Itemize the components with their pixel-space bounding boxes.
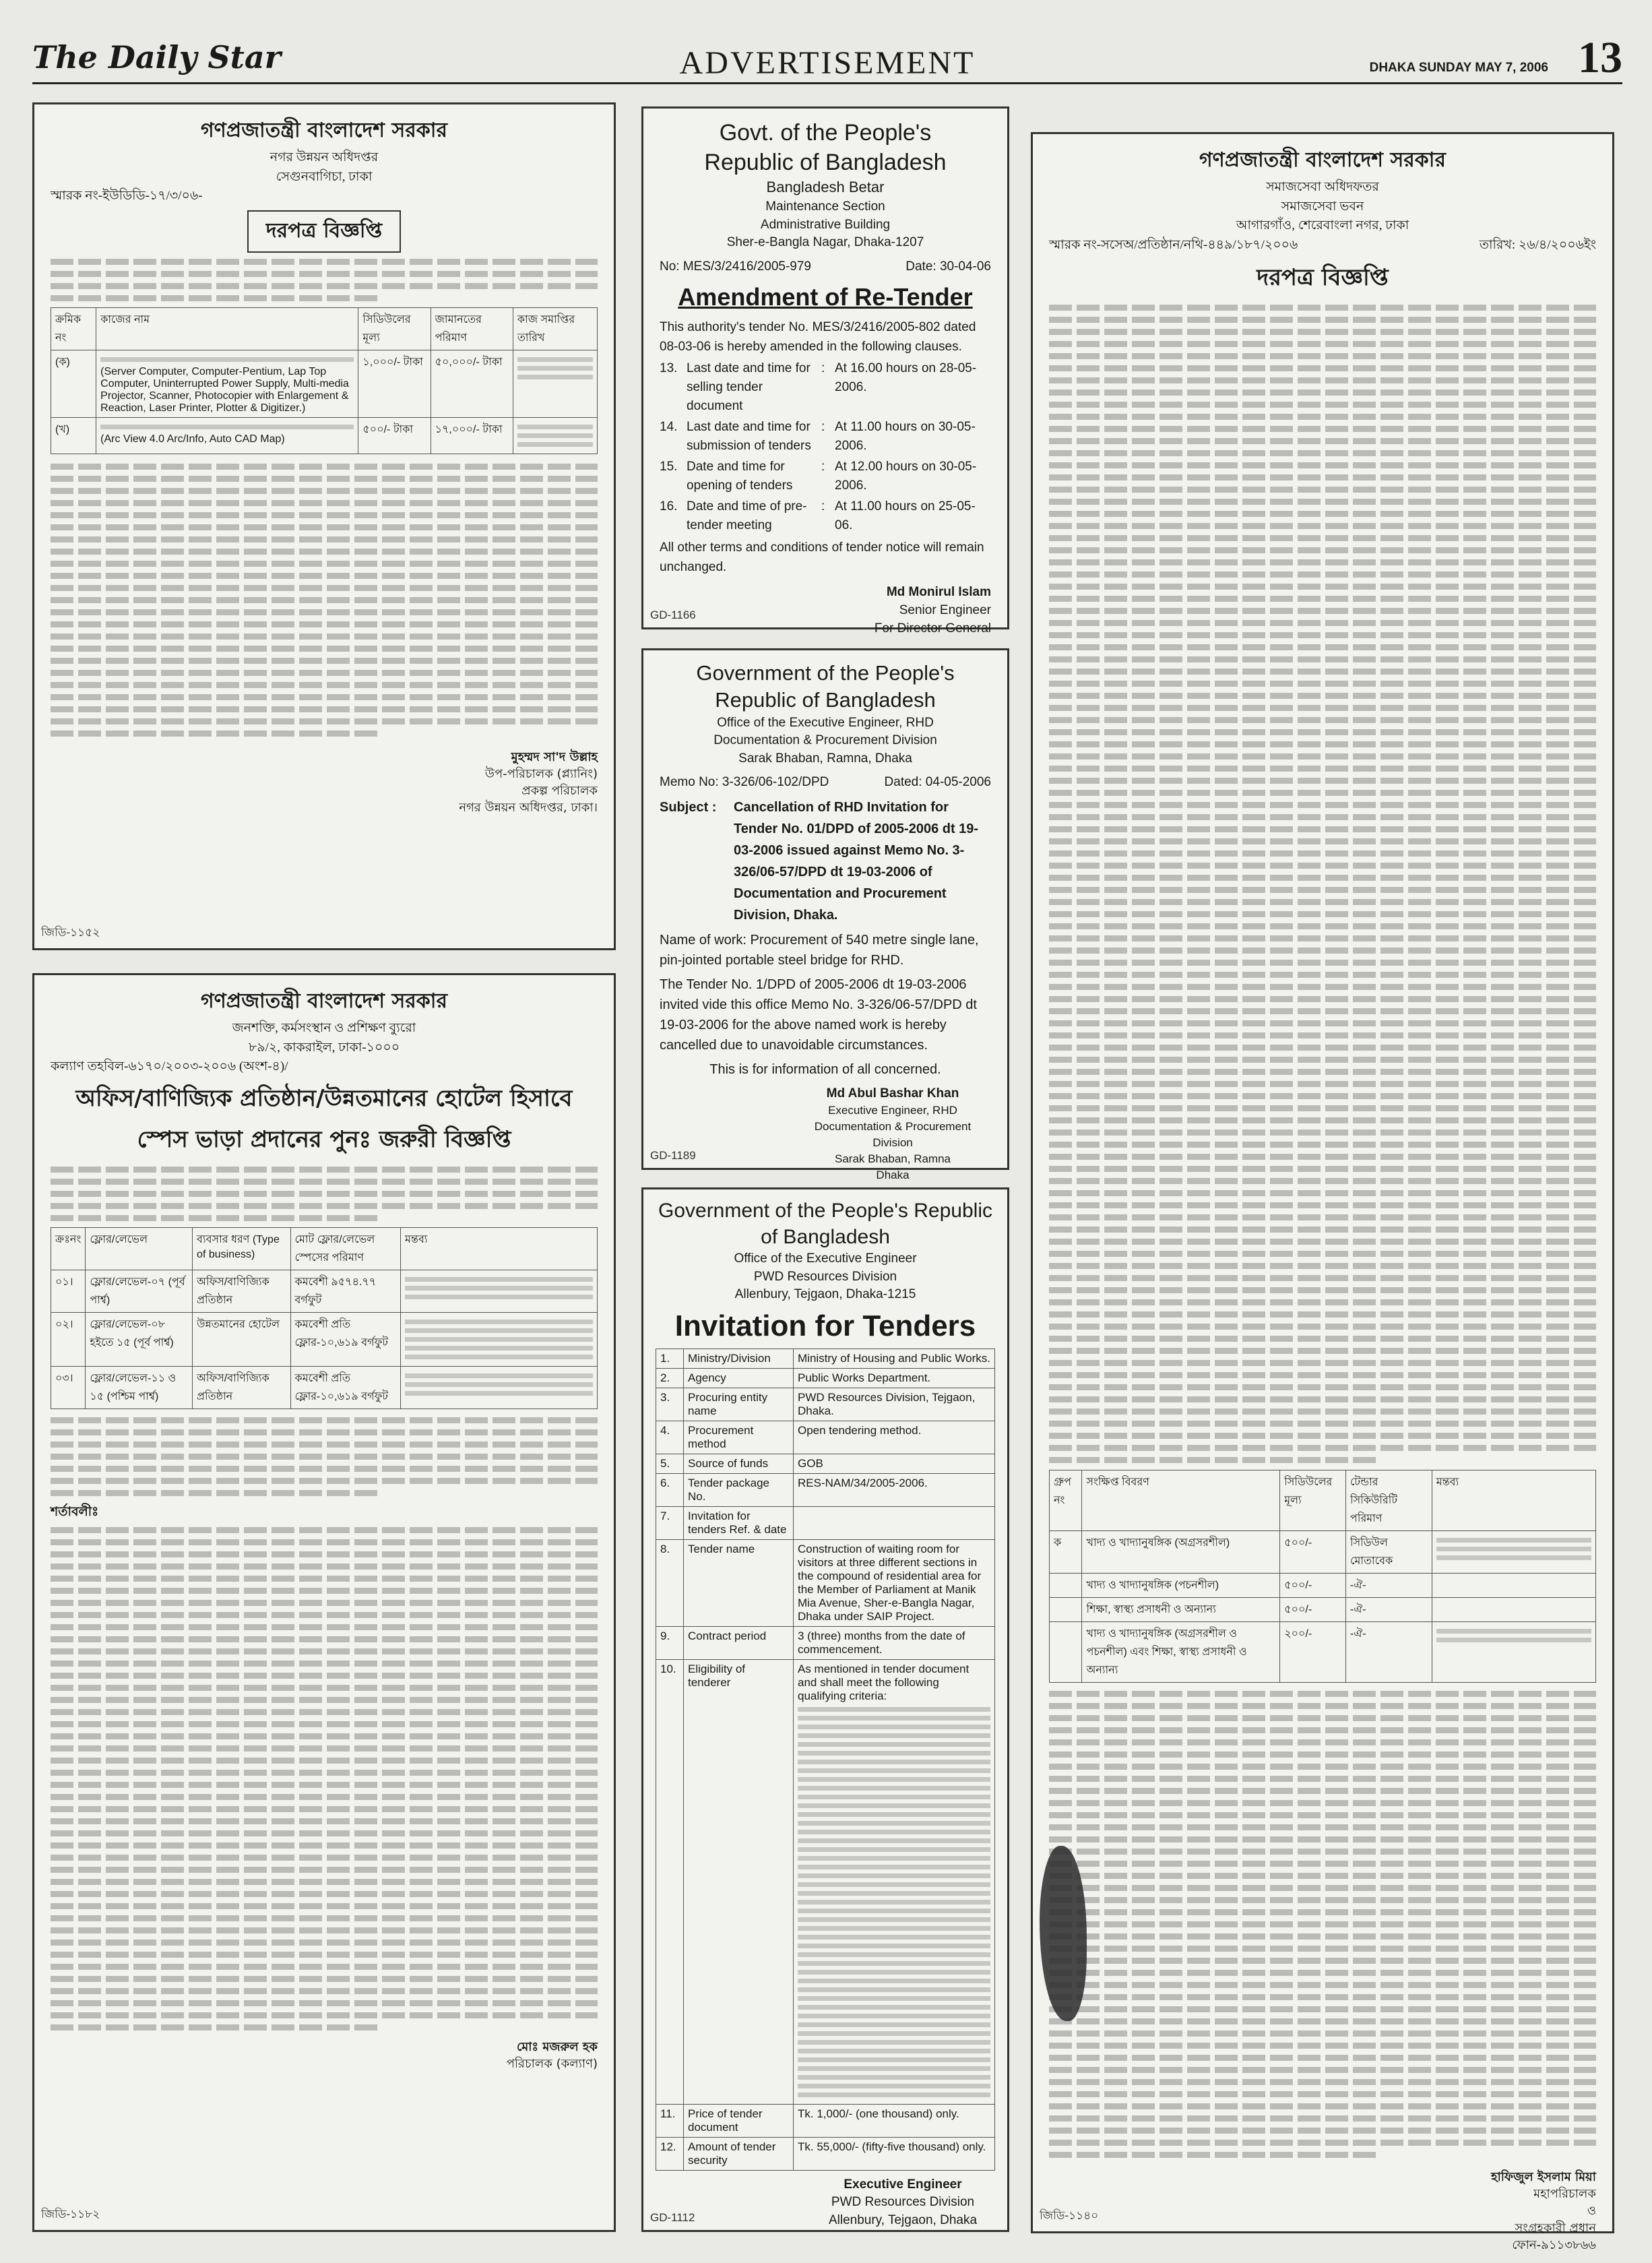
page-number: 13 [1578,33,1622,82]
ad2-dept: জনশক্তি, কর্মসংস্থান ও প্রশিক্ষণ ব্যুরো [232,1021,416,1035]
ad1-col-date: কাজ সমাপ্তির তারিখ [513,307,597,350]
ad1-memo: স্মারক নং-ইউডিডি-১৭/৩/০৬- [51,189,203,203]
table-row: 9. Contract period 3 (three) months from the date of commencement. [656,1626,995,1659]
ad5-addr: Allenbury, Tejgaon, Dhaka-1215 [734,1287,916,1302]
table-row: 1. Ministry/Division Ministry of Housing and Public Works. [656,1348,995,1368]
ad1-addr: সেগুনবাগিচা, ঢাকা [276,169,373,184]
table-row: 5. Source of funds GOB [656,1454,995,1473]
ad-space-rental [32,973,616,2232]
table-row: 3. Procuring entity name PWD Resources Division, Tejgaon, Dhaka. [656,1388,995,1421]
ad5-title2: of Bangladesh [761,1226,890,1248]
ad4-subject: Cancellation of RHD Invitation for Tender No. 01/DPD of 2005-2006 dt 19-03-2006 issued against Memo No. 3-326/06-57/DPD dt 19-03-2006 of Documentation and Procurement Division, Dhaka. [734,799,979,923]
ad2-table: ক্রঃনং ফ্লোর/লেভেল ব্যবসার ধরণ (Type of business) মোট ফ্লোর/লেভেল স্পেসের পরিমাণ মন্তব্য ০১। ফ্লোর/লেভেল-০৭ (পূর্ব পার্শ্ব) অফিস/বাণিজ্যিক প্রতিষ্ঠান কমবেশী ৯৫৭৪.৭৭ বর্গফুট ০২। ফ্লোর/লেভেল-০৮ হইতে ১৫ (পূর্ব পার্শ্ব) উন্নতমানের হোটেল কমবেশী প্রতি ফ্লোর-১০,৬১৯ বর্গফুট ০৩। ফ্লোর/লেভেল-১১ ও ১৫ (পশ্চিম পার্শ্ব) অফিস/বাণিজ্যিক প্রতিষ্ঠান কমবেশী প্রতি ফ্লোর-১০,৬১৯ বর্গফুট [51,1227,598,1409]
table-row: শিক্ষা, স্বাস্থ্য প্রসাধনী ও অন্যান্য ৫০০/- -ঐ- [1050,1598,1596,1622]
ad3-signer-for: For Director General [874,621,991,636]
ad2-headline2: স্পেস ভাড়া প্রদানের পুনঃ জরুরী বিজ্ঞপ্তি [137,1125,511,1153]
table-row: 10. Eligibility of tenderer As mentioned in tender document and shall meet the following qualifying criteria: [656,1659,995,2104]
ad4-signer: Md Abul Bashar Khan [826,1086,959,1100]
ad3-title2: Republic of Bangladesh [704,150,947,176]
table-row: 11. Price of tender document Tk. 1,000/- (one thousand) only. [656,2104,995,2137]
ad3-title1: Govt. of the People's [719,120,932,146]
ad1-table [51,307,598,454]
ad3-clause: 14. Last date and time for submission of tenders : At 11.00 hours on 30-05-2006. [660,420,976,453]
ad2-memo: কল্যাণ তহবিল-৬১৭০/২০০৩-২০০৬ (অংশ-৪)/ [51,1059,288,1074]
ad3-clause: 15. Date and time for opening of tenders : At 12.00 hours on 30-05-2006. [660,460,977,493]
ad4-concern: This is for information of all concerned. [709,1061,941,1077]
ad1-col-price: সিডিউলের মূল্য [358,307,431,350]
ad3-bldg: Administrative Building [760,217,891,232]
ad1-dept: নগর উন্নয়ন অধিদপ্তর [269,150,379,164]
ad6-bldg: সমাজসেবা ভবন [1281,199,1364,214]
ad6-addr: আগারগাঁও, শেরেবাংলা নগর, ঢাকা [1236,218,1409,232]
table-row: (ক) (Server Computer, Computer-Pentium, Lap Top Computer, Uninterrupted Power Supply, Multi-media Projector, Scanner, Photocopier with Enlargement & Reaction, Laser Printer, Plotter & Digitizer.) ১,০০০/- টাকা ৫০,০০০/- টাকা [51,350,598,417]
ad4-signer-addr: Sarak Bhaban, Ramna [835,1152,951,1165]
ad1-title: দরপত্র বিজ্ঞপ্তি [247,210,401,253]
ad4-date: Dated: 04-05-2006 [884,775,991,790]
ad1-code: জিডি-১১৫২ [41,926,100,939]
ad6-table: গ্রুপ নং সংক্ষিপ্ত বিবরণ সিডিউলের মূল্য টেন্ডার সিকিউরিটি পরিমাণ মন্তব্য ক খাদ্য ও খাদ্যানুষঙ্গিক (অগ্রসরশীল) ৫০০/- সিডিউল মোতাবেক খাদ্য ও খাদ্যানুষঙ্গিক (পচনশীল) ৫০০/- -ঐ- শিক্ষা, স্বাস্থ্য প্রসাধনী ও অন্যান্য ৫০০/- -ঐ- খাদ্য ও খাদ্যানুষঙ্গিক (অগ্রসরশীল ও পচনশীল) এবং শিক্ষা, স্বাস্থ্য প্রসাধনী ও অন্যান্য ২০০/- -ঐ- [1049,1470,1596,1683]
ad3-code: GD-1166 [650,609,696,621]
ad6-govt: গণপ্রজাতন্ত্রী বাংলাদেশ সরকার [1199,148,1446,172]
ad5-signer-div: PWD Resources Division [831,2195,975,2210]
ad1-govt: গণপ্রজাতন্ত্রী বাংলাদেশ সরকার [201,119,447,142]
ad6-signer-for: ও [1587,2204,1596,2219]
ad6-phone: ফোন-৯১১৩৮৬৬ [1512,2237,1596,2252]
ad-betar-amendment [641,106,1009,636]
ad4-div: Documentation & Procurement Division [713,733,937,748]
ad-pwd-invitation [641,1187,1009,2232]
ad5-office: Office of the Executive Engineer [734,1251,917,1266]
table-row: 4. Procurement method Open tendering method. [656,1421,995,1454]
ad4-work: Name of work: Procurement of 540 metre single lane, pin-jointed portable steel bridge for RHD. [660,932,979,968]
ad3-heading: Amendment of Re-Tender [678,283,973,311]
ad5-signer-addr: Allenbury, Tejgaon, Dhaka [828,2212,978,2227]
ad5-code: GD-1112 [650,2211,695,2224]
masthead [32,35,1622,84]
table-row: খাদ্য ও খাদ্যানুষঙ্গিক (অগ্রসরশীল ও পচনশীল) এবং শিক্ষা, স্বাস্থ্য প্রসাধনী ও অন্যান্য ২০০/- -ঐ- [1050,1622,1596,1683]
ad3-clause: 13. Last date and time for selling tender document : At 16.00 hours on 28-05-2006. [660,361,977,413]
ad5-heading: Invitation for Tenders [674,1309,976,1342]
ad4-signer-title: Executive Engineer, RHD [828,1104,957,1117]
ad5-table [656,1348,995,2171]
table-row: খাদ্য ও খাদ্যানুষঙ্গিক (পচনশীল) ৫০০/- -ঐ- [1050,1574,1596,1598]
newspaper-logo: The Daily Star [32,39,281,75]
ad-social-services-tender [1031,132,1614,2252]
dateline: DHAKA SUNDAY MAY 7, 2006 [1369,61,1548,75]
table-row: ০৩। ফ্লোর/লেভেল-১১ ও ১৫ (পশ্চিম পার্শ্ব) অফিস/বাণিজ্যিক প্রতিষ্ঠান কমবেশী প্রতি ফ্লোর-১০,৬১৯ বর্গফুট [51,1366,598,1408]
ad4-signer-div: Documentation & Procurement Division [814,1120,972,1150]
ad3-date: Date: 30-04-06 [906,259,991,274]
ad6-signer-role: সংগ্রহকারী প্রধান [1515,2221,1596,2235]
ad1-col-work: কাজের নাম [96,307,358,350]
ad1-col-deposit: জামানতের পরিমাণ [431,307,513,350]
table-row: ক খাদ্য ও খাদ্যানুষঙ্গিক (অগ্রসরশীল) ৫০০/- সিডিউল মোতাবেক [1050,1531,1596,1574]
section-title: ADVERTISEMENT [679,45,976,81]
ad3-org: Bangladesh Betar [766,179,885,196]
ad6-dept: সমাজসেবা অধিদফতর [1266,180,1379,194]
ad2-conditions: শর্তাবলীঃ [51,1504,99,1519]
table-row: 7. Invitation for tenders Ref. & date [656,1506,995,1539]
ad1-signer-dept: নগর উন্নয়ন অধিদপ্তর, ঢাকা। [459,801,598,815]
ad4-addr: Sarak Bhaban, Ramna, Dhaka [738,751,912,766]
table-row: ০২। ফ্লোর/লেভেল-০৮ হইতে ১৫ (পূর্ব পার্শ্ব) উন্নতমানের হোটেল কমবেশী প্রতি ফ্লোর-১০,৬১৯ বর্গফুট [51,1312,598,1366]
ad2-addr: ৮৯/২, কাকরাইল, ঢাকা-১০০০ [248,1040,400,1055]
ad3-signer-title: Senior Engineer [899,602,991,617]
ad4-office: Office of the Executive Engineer, RHD [717,715,934,730]
ad6-signer-title: মহাপরিচালক [1533,2187,1596,2202]
ad3-addr: Sher-e-Bangla Nagar, Dhaka-1207 [726,235,924,250]
ad1-signer-for: প্রকল্প পরিচালক [521,783,598,798]
ad4-body: The Tender No. 1/DPD of 2005-2006 dt 19-03-2006 invited vide this office Memo No. 3-326/06-57/DPD dt 19-03-2006 for the above named work is hereby cancelled due to unavoidable circumstances. [660,976,977,1053]
ad3-intro: This authority's tender No. MES/3/2416/2005-802 dated 08-03-06 is hereby amended in the following clauses. [660,320,976,354]
table-row: (খ) (Arc View 4.0 Arc/Info, Auto CAD Map) ৫০০/- টাকা ১৭,০০০/- টাকা [51,417,598,454]
ad4-signer-city: Dhaka [876,1168,910,1181]
ad4-title1: Government of the People's [696,661,955,685]
ad3-clause: 16. Date and time of pre-tender meeting : At 11.00 hours on 25-05-06. [660,499,976,532]
ad2-signer-title: পরিচালক (কল্যাণ) [506,2057,598,2072]
ad1-col-no: ক্রমিক নং [51,307,96,350]
ad6-code: জিডি-১১৪০ [1040,2209,1099,2222]
ad2-govt: গণপ্রজাতন্ত্রী বাংলাদেশ সরকার [201,989,447,1013]
ad5-signer-title: Executive Engineer [844,2177,962,2192]
table-row: 12. Amount of tender security Tk. 55,000/- (fifty-five thousand) only. [656,2137,995,2170]
ad2-headline: অফিস/বাণিজ্যিক প্রতিষ্ঠান/উন্নতমানের হোটেল হিসাবে [75,1084,573,1112]
ad5-title1: Government of the People's Republic [658,1200,992,1222]
ad-rhd-cancellation [641,648,1009,1181]
ad5-div: PWD Resources Division [753,1269,897,1284]
table-row: ০১। ফ্লোর/লেভেল-০৭ (পূর্ব পার্শ্ব) অফিস/বাণিজ্যিক প্রতিষ্ঠান কমবেশী ৯৫৭৪.৭৭ বর্গফুট [51,1270,598,1312]
table-row: 6. Tender package No. RES-NAM/34/2005-2006. [656,1473,995,1506]
ad3-signer: Md Monirul Islam [886,585,991,600]
ad3-footer: All other terms and conditions of tender notice will remain unchanged. [660,540,984,574]
ad-udd-tender [32,102,616,950]
ad1-row1-item: (Server Computer, Computer-Pentium, Lap Top Computer, Uninterrupted Power Supply, Multi-media Projector, Scanner, Photocopier with Enlargement & Reaction, Laser Printer, Plotter & Digitizer.) [100,365,349,414]
ad3-memo: No: MES/3/2416/2005-979 [660,259,811,274]
table-row: 2. Agency Public Works Department. [656,1368,995,1388]
ad2-signer: মোঃ মজরুল হক [516,2040,598,2054]
ad4-code: GD-1189 [650,1149,696,1162]
table-row: 8. Tender name Construction of waiting room for visitors at three different sections in the compound of residential area for the Member of Parliament at Manik Mia Avenue, Sher-e-Bangla Nagar, Dhaka under SAIP Project. [656,1539,995,1626]
ad4-title2: Republic of Bangladesh [715,688,936,712]
ad1-row2-item: (Arc View 4.0 Arc/Info, Auto CAD Map) [100,433,285,445]
ad6-date: তারিখ: ২৬/৪/২০০৬ইং [1479,237,1596,252]
ad6-signer: হাফিজুল ইসলাম মিয়া [1491,2170,1596,2184]
ad1-signer: মুহম্মদ সা'দ উল্লাহ [511,749,598,764]
ad6-title: দরপত্র বিজ্ঞপ্তি [1257,264,1389,291]
ad3-sec: Maintenance Section [765,199,885,214]
ad1-signer-title: উপ-পরিচালক (প্ল্যানিং) [484,766,598,781]
ad4-subject-label: Subject : [660,799,717,815]
ad4-memo: Memo No: 3-326/06-102/DPD [660,775,829,790]
ad6-memo: স্মারক নং-সসেঅ/প্রতিষ্ঠান/নথি-৪৪৯/১৮৭/২০০৬ [1049,237,1298,252]
ad2-code: জিডি-১১৮২ [41,2208,100,2221]
